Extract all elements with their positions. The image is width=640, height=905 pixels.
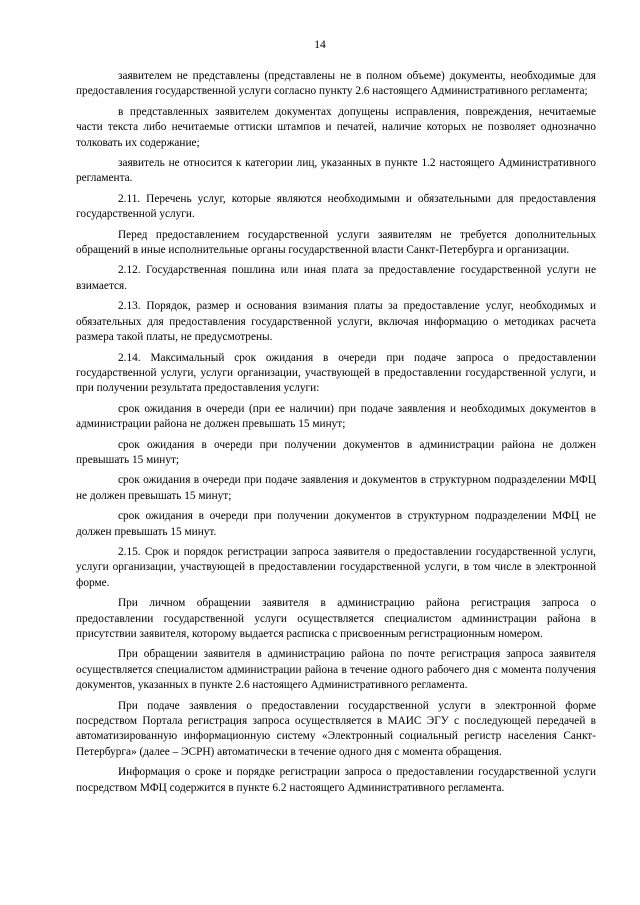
paragraph: При обращении заявителя в администрацию района по почте регистрация запроса заявителя осуществляется специалистом администрации района в течение одного рабочего дня с момента получения документов, указанных в пункте 2.6 настоящего Административного регламента.: [76, 648, 596, 692]
paragraph: заявителем не представлены (представлены не в полном объеме) документы, необходимые для предоставления государственной услуги согласно пункту 2.6 настоящего Административного регламента;: [76, 70, 596, 98]
paragraph: срок ожидания в очереди при подаче заявления и документов в структурном подразделении МФЦ не должен превышать 15 минут;: [76, 474, 596, 502]
paragraph: Информация о сроке и порядке регистрации запроса о предоставлении государственной услуги посредством МФЦ содержится в пункте 6.2 настоящего Административного регламента.: [76, 766, 596, 794]
paragraph: срок ожидания в очереди при получении документов в структурном подразделении МФЦ не должен превышать 15 минут.: [76, 510, 596, 538]
paragraph-section-2-13: 2.13. Порядок, размер и основания взимания платы за предоставление услуг, необходимых и обязательных для предоставления государственной услуги, включая информацию о методиках расчета размера такой платы, не предусмотрены.: [76, 300, 596, 344]
paragraph: Перед предоставлением государственной услуги заявителям не требуется дополнительных обращений в иные исполнительные органы государственной власти Санкт-Петербурга и организации.: [76, 228, 596, 257]
paragraph: срок ожидания в очереди (при ее наличии) при подаче заявления и необходимых документов в администрации района не должен превышать 15 минут;: [76, 402, 596, 431]
paragraph-section-2-15: 2.15. Срок и порядок регистрации запроса заявителя о предоставлении государственной услуги, услуги организации, участвующей в предоставлении государственной услуги, в том числе в электронной форме.: [76, 545, 596, 589]
paragraph: срок ожидания в очереди при получении документов в администрации района не должен превышать 15 минут;: [76, 438, 596, 466]
paragraph: заявитель не относится к категории лиц, указанных в пункте 1.2 настоящего Административного регламента.: [76, 157, 596, 185]
paragraph-section-2-12: 2.12. Государственная пошлина или иная плата за предоставление государственной услуги не взимается.: [76, 264, 596, 292]
paragraph: в представленных заявителем документах допущены исправления, повреждения, нечитаемые части текста либо нечитаемые оттиски штампов и печатей, наличие которых не позволяет однозначно толковать их содержание;: [76, 105, 596, 149]
paragraph-section-2-11: 2.11. Перечень услуг, которые являются необходимыми и обязательными для предоставления государственной услуги.: [76, 192, 596, 221]
paragraph: При личном обращении заявителя в администрацию района регистрация запроса о предоставлении государственной услуги осуществляется специалистом администрации района в присутствии заявителя, которому выдается расписка с присвоенным регистрационным номером.: [76, 597, 596, 640]
document-body: [76, 69, 596, 796]
paragraph: При подаче заявления о предоставлении государственной услуги в электронной форме посредством Портала регистрация запроса осуществляется в МАИС ЭГУ с последующей передачей в автоматизированную информационную систему «Электронный социальный регистр населения Санкт-Петербурга» (далее – ЭСРН) автоматически в течение одного дня с момента обращения.: [76, 699, 596, 758]
paragraph-section-2-14: 2.14. Максимальный срок ожидания в очереди при подаче запроса о предоставлении государственной услуги, услуги организации, участвующей в предоставлении государственной услуги, и при получении результата предоставления услуги:: [76, 351, 596, 395]
page-number: 14: [314, 39, 326, 51]
